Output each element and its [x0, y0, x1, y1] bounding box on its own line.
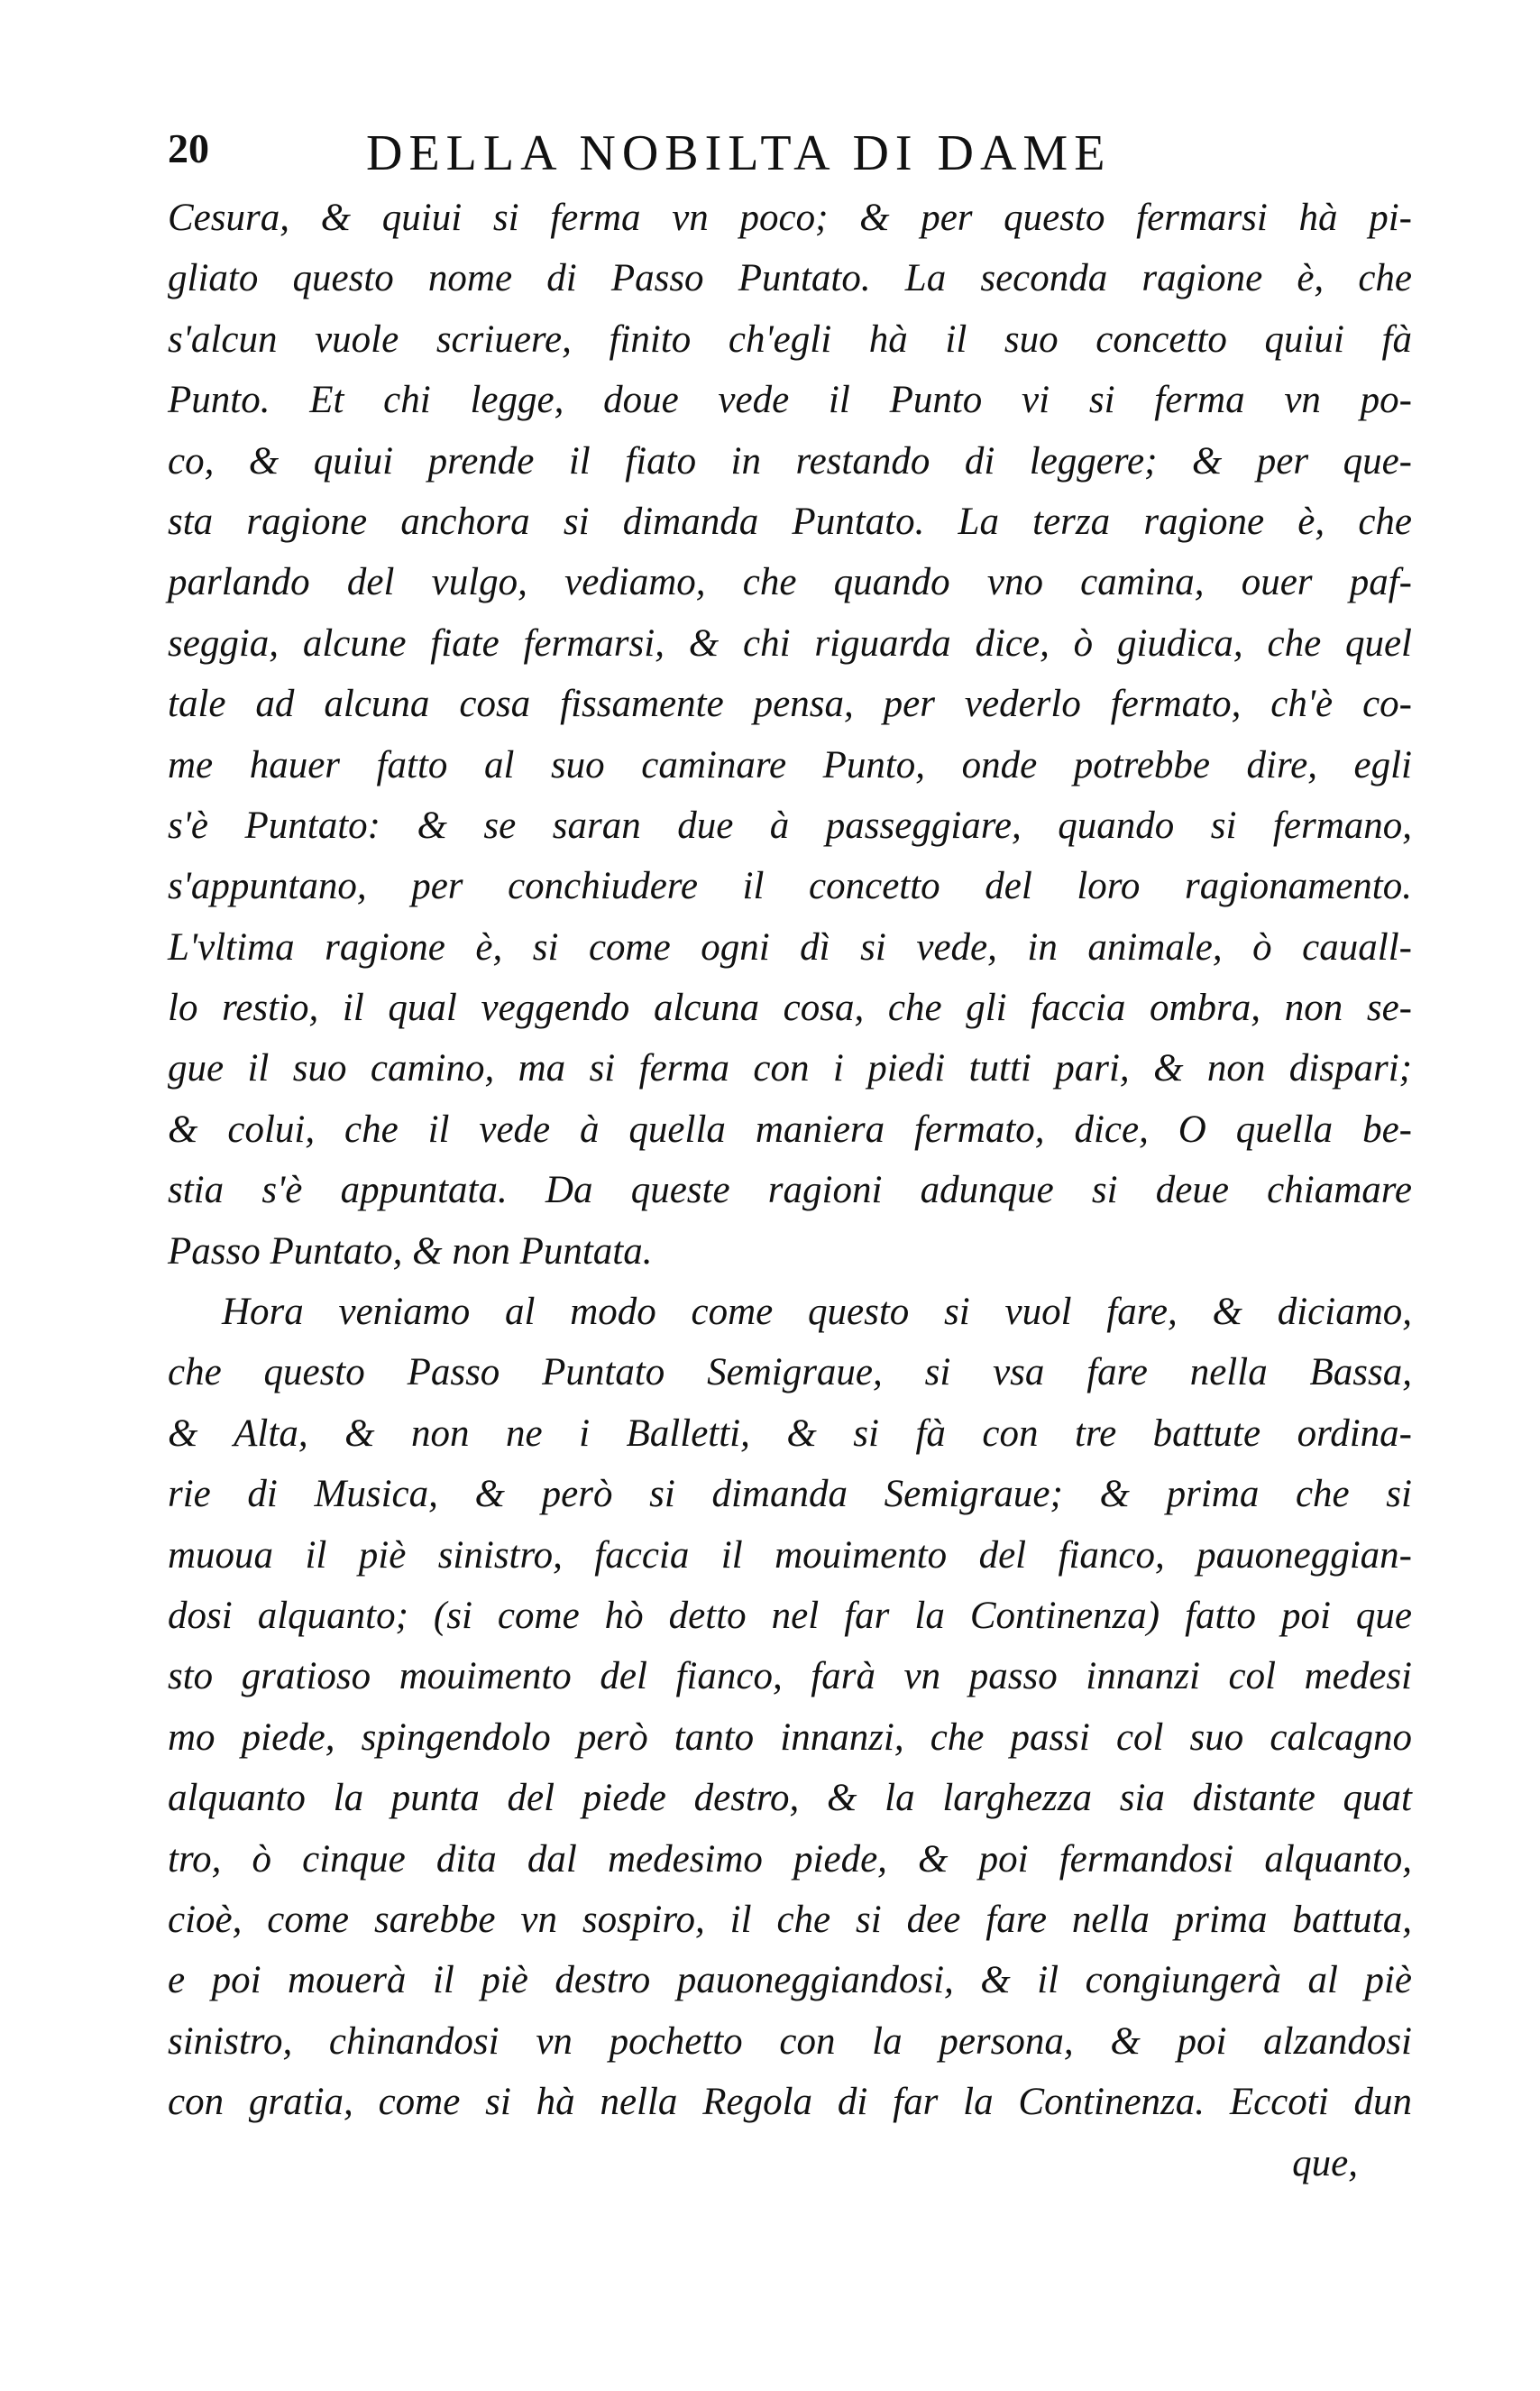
text-line: muoua il piè sinistro, faccia il mouimento del fianco, pauoneggian-: [168, 1533, 1412, 1577]
text-line: gue il suo camino, ma si ferma con i piedi tutti pari, & non dispari;: [168, 1047, 1412, 1090]
text-line: sinistro, chinandosi vn pochetto con la persona, & poi alzandosi: [168, 2019, 1412, 2063]
text-line: tale ad alcuna cosa fissamente pensa, per vederlo fermato, ch'è co-: [168, 683, 1412, 726]
text-line: e poi mouerà il piè destro pauoneggiandosi, & il congiungerà al piè: [168, 1959, 1412, 2002]
text-line: cioè, come sarebbe vn sospiro, il che si dee fare nella prima battuta,: [168, 1898, 1412, 1941]
text-line: parlando del vulgo, vediamo, che quando vno camina, ouer paf-: [168, 561, 1412, 604]
text-line: che questo Passo Puntato Semigraue, si vsa fare nella Bassa,: [168, 1351, 1412, 1394]
text-line: sto gratioso mouimento del fianco, farà vn passo innanzi col medesi: [168, 1655, 1412, 1698]
text-line: & colui, che il vede à quella maniera fermato, dice, O quella be-: [168, 1108, 1412, 1151]
catchword: que,: [1292, 2141, 1358, 2184]
text-line: mo piede, spingendolo però tanto innanzi, che passi col suo calcagno: [168, 1715, 1412, 1759]
paragraph-last-line: Passo Puntato, & non Puntata.: [168, 1229, 653, 1273]
text-line: L'vltima ragione è, si come ogni dì si vede, in animale, ò cauall-: [168, 925, 1412, 969]
text-line: co, & quiui prende il fiato in restando di leggere; & per que-: [168, 439, 1412, 483]
text-line: alquanto la punta del piede destro, & la larghezza sia distante quat: [168, 1777, 1412, 1820]
text-line: lo restio, il qual veggendo alcuna cosa, che gli faccia ombra, non se-: [168, 987, 1412, 1030]
text-line: stia s'è appuntata. Da queste ragioni adunque si deue chiamare: [168, 1169, 1412, 1212]
text-line: & Alta, & non ne i Balletti, & si fà con tre battute ordina-: [168, 1412, 1412, 1455]
text-line: tro, ò cinque dita dal medesimo piede, & poi fermandosi alquanto,: [168, 1837, 1412, 1881]
text-line: Cesura, & quiui si ferma vn poco; & per questo fermarsi hà pi-: [168, 197, 1412, 239]
text-line: sta ragione anchora si dimanda Puntato. La terza ragione è, che: [168, 500, 1412, 543]
page-number: 20: [168, 125, 209, 171]
text-line: s'alcun vuole scriuere, finito ch'egli hà il suo concetto quiui fà: [168, 317, 1412, 361]
text-line: dosi alquanto; (si come hò detto nel far la Continenza) fatto poi que: [168, 1594, 1412, 1637]
text-line: s'è Puntato: & se saran due à passeggiare, quando si fermano,: [168, 804, 1412, 847]
text-line: rie di Musica, & però si dimanda Semigraue; & prima che si: [168, 1473, 1412, 1516]
text-line: Punto. Et chi legge, doue vede il Punto vi si ferma vn po-: [168, 379, 1412, 422]
text-line: con gratia, come si hà nella Regola di far la Continenza. Eccoti dun: [168, 2081, 1412, 2124]
text-line: s'appuntano, per conchiudere il concetto del loro ragionamento.: [168, 865, 1412, 908]
paragraph-first-line: Hora veniamo al modo come questo si vuol fare, & diciamo,: [222, 1291, 1412, 1334]
page-header: [168, 124, 1412, 179]
text-line: seggia, alcune fiate fermarsi, & chi riguarda dice, ò giudica, che quel: [168, 621, 1412, 665]
text-line: me hauer fatto al suo caminare Punto, onde potrebbe dire, egli: [168, 743, 1412, 786]
text-line: gliato questo nome di Passo Puntato. La seconda ragione è, che: [168, 257, 1412, 300]
body-text: [168, 188, 1412, 2334]
running-title: DELLA NOBILTA DI DAME: [366, 125, 1112, 181]
